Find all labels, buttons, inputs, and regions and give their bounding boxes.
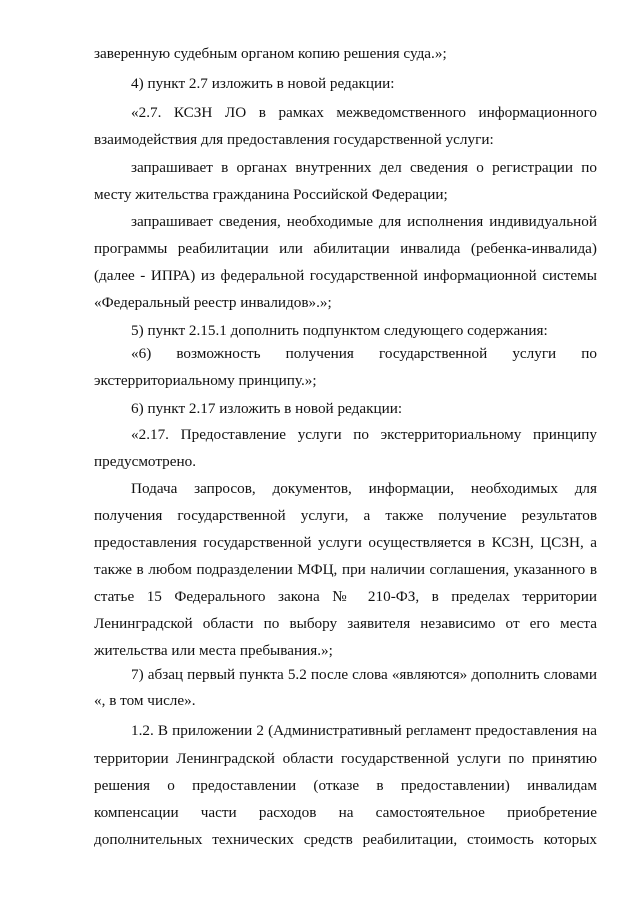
text-line: «2.17. Предоставление услуги по экстерриториальному принципу xyxy=(131,426,597,443)
text-line: программы реабилитации или абилитации инвалида (ребенка-инвалида) xyxy=(94,240,597,257)
text-line: запрашивает сведения, необходимые для исполнения индивидуальной xyxy=(131,213,597,230)
text-line: «6) возможность получения государственной услуги по xyxy=(131,345,597,362)
text-line: 1.2. В приложении 2 (Административный регламент предоставления на xyxy=(131,722,597,739)
text-line: решения о предоставлении (отказе в предоставлении) инвалидам xyxy=(94,777,597,794)
text-line: месту жительства гражданина Российской Федерации; xyxy=(94,186,448,203)
text-line: 5) пункт 2.15.1 дополнить подпунктом следующего содержания: xyxy=(131,322,548,339)
text-line: территории Ленинградской области государственной услуги по принятию xyxy=(94,750,597,767)
text-line: «, в том числе». xyxy=(94,692,196,709)
text-line: компенсации части расходов на самостоятельное приобретение xyxy=(94,804,597,821)
text-line: жительства или места пребывания.»; xyxy=(94,642,333,659)
text-line: взаимодействия для предоставления государственной услуги: xyxy=(94,131,494,148)
text-line: 7) абзац первый пункта 5.2 после слова «являются» дополнить словами xyxy=(131,666,597,683)
text-line: экстерриториальному принципу.»; xyxy=(94,372,317,389)
text-line: Подача запросов, документов, информации, необходимых для xyxy=(131,480,597,497)
text-line: Ленинградской области по выбору заявителя независимо от его места xyxy=(94,615,597,632)
text-line: получения государственной услуги, а также получение результатов xyxy=(94,507,597,524)
text-line: 4) пункт 2.7 изложить в новой редакции: xyxy=(131,75,395,92)
text-line: также в любом подразделении МФЦ, при наличии соглашения, указанного в xyxy=(94,561,597,578)
text-line: запрашивает в органах внутренних дел сведения о регистрации по xyxy=(131,159,597,176)
text-line: предусмотрено. xyxy=(94,453,197,470)
text-line: предоставления государственной услуги осуществляется в КСЗН, ЦСЗН, а xyxy=(94,534,597,551)
text-line: (далее - ИПРА) из федеральной государственной информационной системы xyxy=(94,267,597,284)
text-line: «Федеральный реестр инвалидов».»; xyxy=(94,294,332,311)
text-line: «2.7. КСЗН ЛО в рамках межведомственного информационного xyxy=(131,104,597,121)
text-line: 6) пункт 2.17 изложить в новой редакции: xyxy=(131,400,403,417)
text-line: дополнительных технических средств реабилитации, стоимость которых xyxy=(94,831,597,848)
text-line: заверенную судебным органом копию решения суда.»; xyxy=(94,45,447,62)
text-line: статье 15 Федерального закона № 210-ФЗ, в пределах территории xyxy=(94,588,597,605)
